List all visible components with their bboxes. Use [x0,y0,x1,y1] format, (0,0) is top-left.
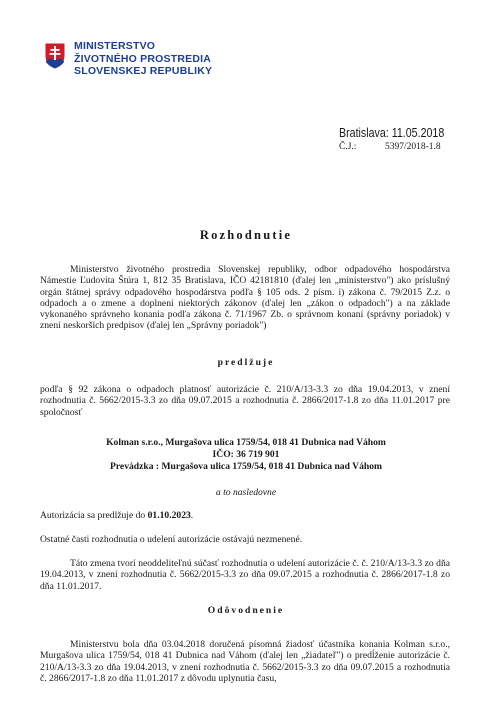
slovak-coat-of-arms-icon [44,42,66,70]
intro-paragraph: Ministerstvo životného prostredia Slovenskej republiky, odbor odpadového hospodárstva Námestie Ľudovíta Štúra 1, 812 35 Bratislava, IČO 42181810 (ďalej len „ministerstvo") ako príslušný orgán štátnej správy odpadového hospodárstva podľa § 105 ods. 2 písm. i) zákona č. 79/2015 Z.z. o odpadoch a o zmene a doplnení niektorých zákonov (ďalej len „zákon o odpadoch") a na základe vykonaného správneho konania podľa zákona č. 71/1967 Zb. o správnom konaní (správny poriadok) v znení neskorších predpisov (ďalej len „Správny poriadok") [40,264,450,332]
reference-label: Č.J.: [339,142,357,152]
legal-basis-paragraph: podľa § 92 zákona o odpadoch platnosť autorizácie č. 210/A/13-3.3 zo dňa 19.04.2013, v znení rozhodnutia č. 5662/2015-3.3 zo dňa 09.07.2015 a rozhodnutia č. 2866/2017-1.8 zo dňa 11.01.2017 pre spoločnosť [40,384,450,418]
reference-number [339,142,441,152]
extension-text: Autorizácia sa predlžuje do [40,510,148,521]
extension-end: . [190,510,194,521]
ministry-name-line-2: ŽIVOTNÉHO PROSTREDIA [74,52,212,65]
reasoning-title: Odôvodnenie [207,605,285,616]
ministry-logo [44,40,212,78]
ministry-name [74,40,212,78]
reference-value: 5397/2018-1.8 [385,142,441,152]
decision-verb: predlžuje [217,357,275,368]
document-title: Rozhodnutie [199,228,293,242]
ministry-name-line-1: MINISTERSTVO [74,40,156,52]
as-follows-line: a to nasledovne [215,487,277,498]
company-ico: IČO: 36 719 901 [212,449,280,460]
ministry-name-line-3: SLOVENSKEJ REPUBLIKY [74,65,213,77]
extension-paragraph [40,510,450,521]
place-and-date: Bratislava: 11.05.2018 [339,125,445,140]
integral-part-paragraph: Táto zmena tvorí neoddeliteľnú súčasť rozhodnutia o udelení autorizácie č. č. 210/A/13-3.3 zo dňa 19.04.2013, v znení rozhodnutia č. 5662/2015-3.3 zo dňa 09.07.2015 a rozhodnutia č. 2866/2017-1.8 zo dňa 11.01.2017. [40,558,450,592]
extension-date: 01.10.2023 [147,510,191,521]
other-parts-paragraph: Ostatné časti rozhodnutia o udelení autorizácie ostávajú nezmenené. [40,534,303,545]
reasoning-paragraph: Ministerstvu bola dňa 03.04.2018 doručená písomná žiadosť účastníka konania Kolman s.r.o., Murgašova ulica 1759/54, 018 41 Dubnica nad Váhom (ďalej len „žiadateľ") o predĺženie autorizácie č. 210/A/13-3.3 zo dňa 19.04.2013, v znení rozhodnutia č. 5662/2015-3.3 zo dňa 09.07.2015 a rozhodnutia č. 2866/2017-1.8 zo dňa 11.01.2017 z dôvodu uplynutia času, [40,639,450,684]
facility-line: Prevádzka : Murgašova ulica 1759/54, 018 41 Dubnica nad Váhom [109,461,383,472]
company-line: Kolman s.r.o., Murgašova ulica 1759/54, 018 41 Dubnica nad Váhom [106,437,386,448]
